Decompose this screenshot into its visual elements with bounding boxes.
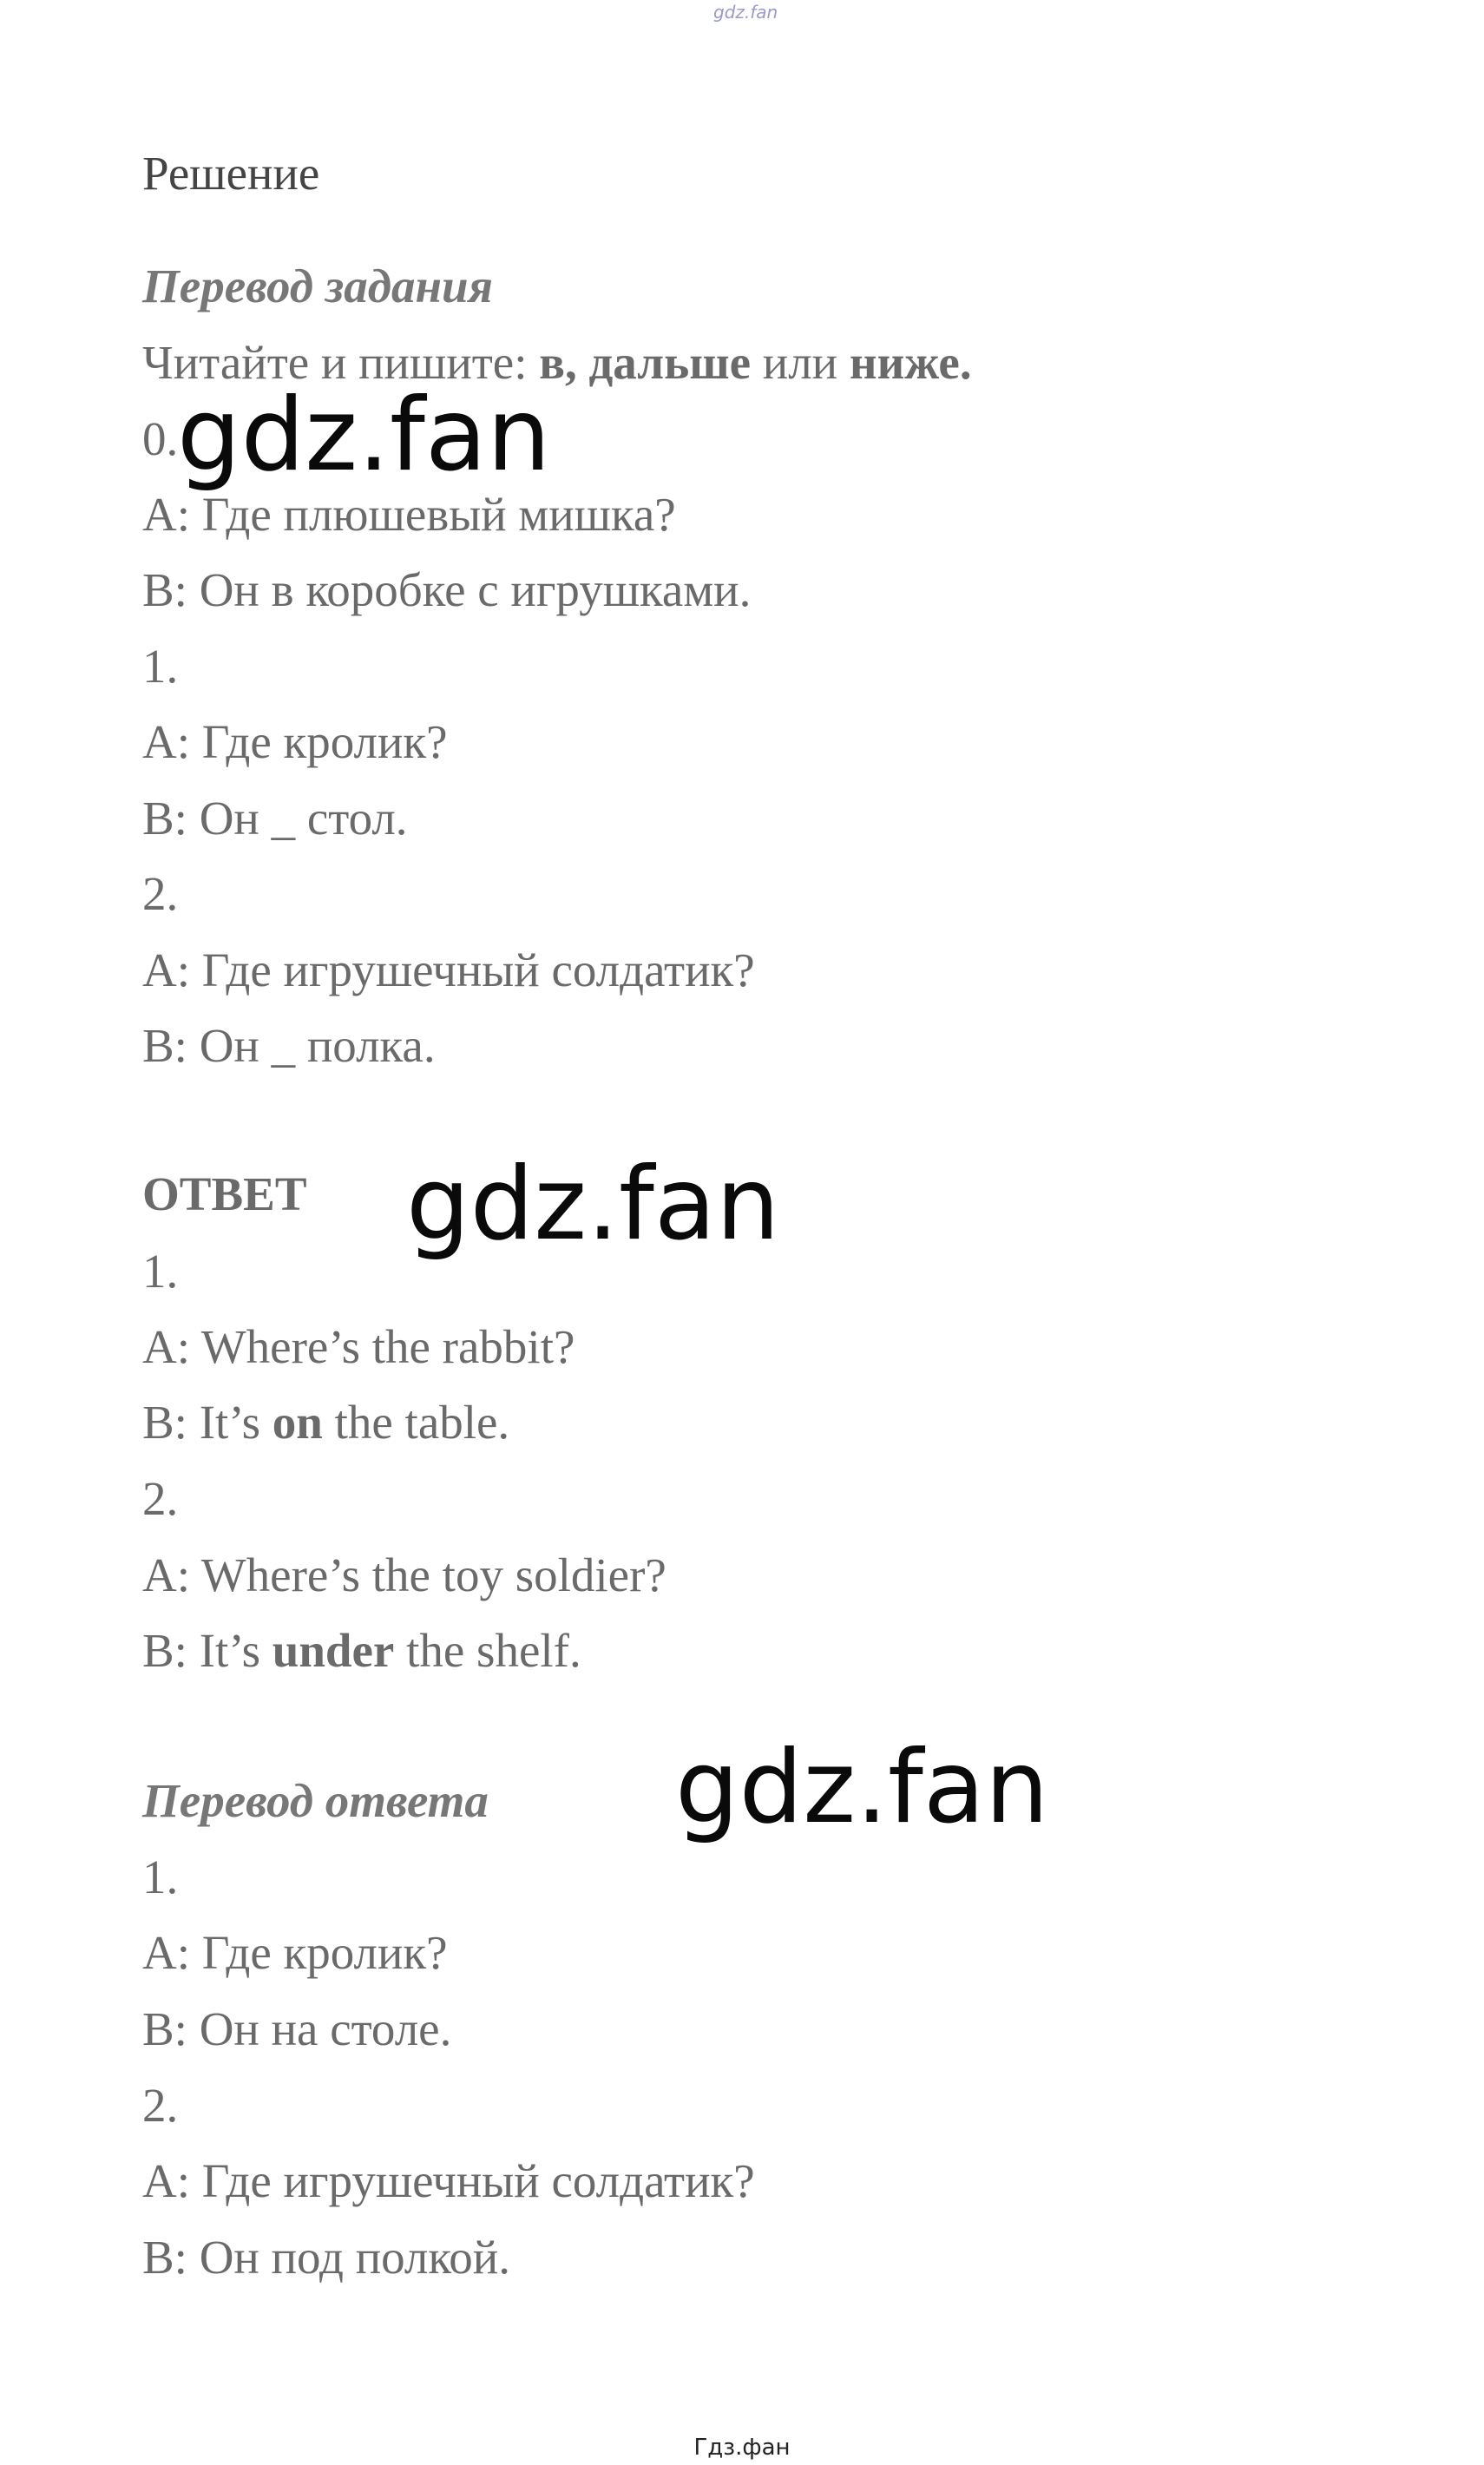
watermark: gdz.fan: [177, 377, 551, 494]
answer-translation-line: B: Он на столе.: [142, 2002, 452, 2055]
task-line: 0.: [142, 412, 179, 465]
answer-reply-prefix: B: It’s: [142, 1624, 273, 1677]
answer-reply-bold: on: [272, 1396, 323, 1449]
task-line: B: Он _ полка.: [142, 1019, 436, 1072]
answer-reply: [142, 1396, 510, 1449]
top-watermark: gdz.fan: [713, 2, 778, 23]
answer-reply-bold: under: [272, 1624, 395, 1677]
answer-reply-prefix: B: It’s: [142, 1396, 273, 1449]
answer-translation-line: 2.: [142, 2079, 179, 2132]
instruction-bold: в, дальше: [539, 336, 752, 389]
task-line: A: Где плюшевый мишка?: [142, 488, 676, 541]
answer-number: 2.: [142, 1472, 179, 1525]
answer-translation-title: Перевод ответа: [142, 1774, 489, 1827]
answer-reply: [142, 1624, 581, 1677]
answer-reply-suffix: the shelf.: [394, 1624, 581, 1677]
instruction-bold2: ниже.: [849, 336, 972, 389]
footer-site-name: Гдз.фан: [693, 2435, 791, 2461]
task-line: A: Где игрушечный солдатик?: [142, 943, 755, 996]
task-line: A: Где кролик?: [142, 715, 448, 768]
task-line: B: Он в коробке с игрушками.: [142, 563, 752, 616]
instruction-prefix: Читайте и пишите:: [142, 336, 540, 389]
answer-translation-line: A: Где кролик?: [142, 1926, 448, 1979]
answer-question: A: Where’s the rabbit?: [142, 1320, 575, 1373]
answer-number: 1.: [142, 1245, 179, 1298]
answer-translation-line: 1.: [142, 1850, 179, 1903]
watermark: gdz.fan: [675, 1729, 1049, 1846]
task-translation-title: Перевод задания: [142, 260, 493, 312]
answer-translation-line: B: Он под полкой.: [142, 2231, 510, 2284]
watermark: gdz.fan: [406, 1146, 780, 1263]
answer-question: A: Where’s the toy soldier?: [142, 1548, 666, 1601]
task-line: 1.: [142, 640, 179, 693]
answer-translation-line: A: Где игрушечный солдатик?: [142, 2154, 755, 2207]
page-heading: Решение: [142, 147, 320, 200]
task-line: B: Он _ стол.: [142, 792, 408, 845]
instruction-mid: или: [751, 336, 850, 389]
task-line: 2.: [142, 867, 179, 920]
answer-title: ОТВЕТ: [142, 1167, 307, 1220]
answer-reply-suffix: the table.: [322, 1396, 510, 1449]
